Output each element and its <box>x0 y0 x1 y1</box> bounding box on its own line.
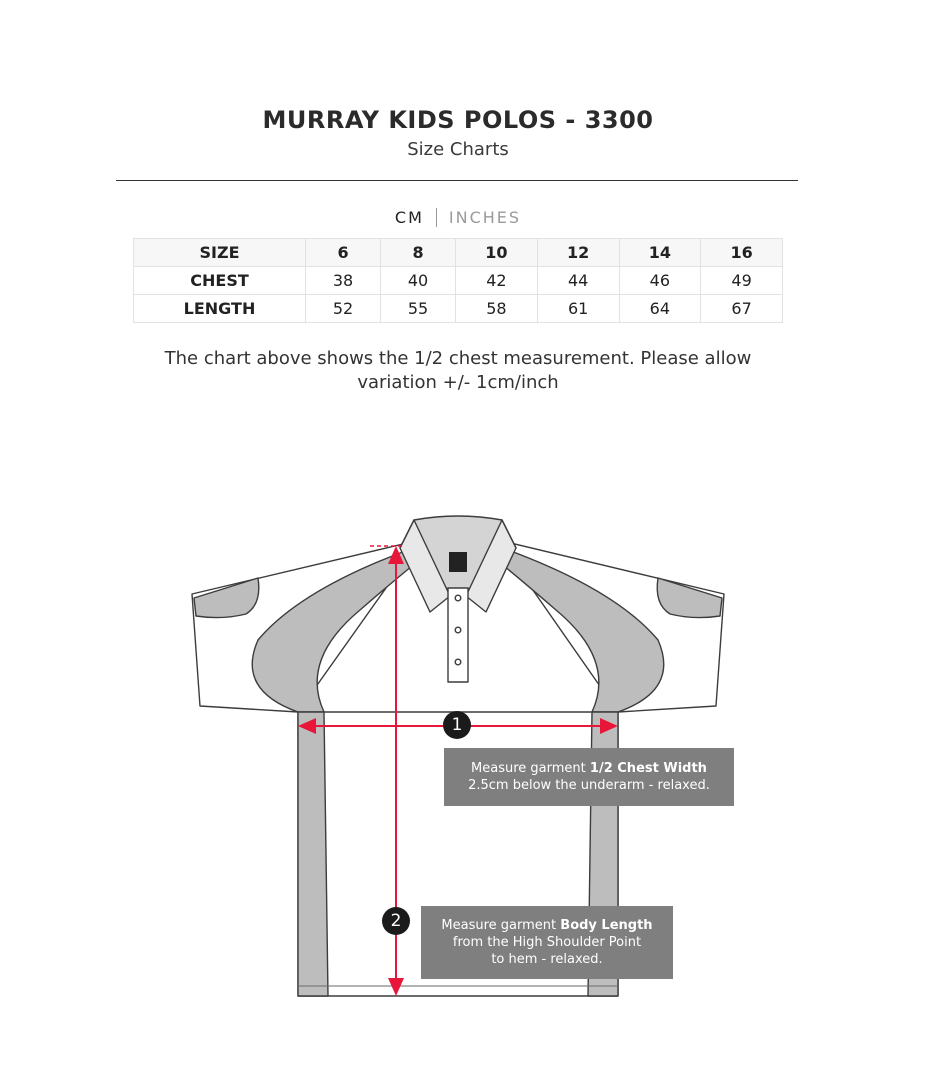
table-cell: 64 <box>619 295 701 323</box>
callout-text: to hem - relaxed. <box>491 952 603 967</box>
unit-cm-tab[interactable]: CM <box>383 208 437 227</box>
button-icon <box>455 595 461 601</box>
chest-width-callout <box>444 748 734 806</box>
step-1-badge: 1 <box>443 711 471 739</box>
table-row-label: CHEST <box>134 267 306 295</box>
table-cell: 49 <box>701 267 783 295</box>
table-cell: 38 <box>306 267 381 295</box>
page-subtitle: Size Charts <box>407 139 509 160</box>
table-header-cell: 16 <box>701 239 783 267</box>
table-header-cell: 6 <box>306 239 381 267</box>
table-cell: 67 <box>701 295 783 323</box>
table-cell: 44 <box>537 267 619 295</box>
collar-label <box>449 552 467 572</box>
button-icon <box>455 627 461 633</box>
table-cell: 42 <box>456 267 538 295</box>
callout-text: 2.5cm below the underarm - relaxed. <box>468 778 710 793</box>
table-header-cell: SIZE <box>134 239 306 267</box>
table-header-cell: 12 <box>537 239 619 267</box>
table-cell: 58 <box>456 295 538 323</box>
table-row-label: LENGTH <box>134 295 306 323</box>
callout-text: Measure garment <box>471 761 590 776</box>
callout-text: Measure garment <box>441 918 561 933</box>
button-icon <box>455 659 461 665</box>
body-length-callout <box>421 906 673 979</box>
table-header-cell: 14 <box>619 239 701 267</box>
callout-bold-text: 1/2 Chest Width <box>589 761 707 776</box>
table-cell: 40 <box>381 267 456 295</box>
unit-inches-tab[interactable]: INCHES <box>448 208 522 227</box>
step-2-badge: 2 <box>382 907 410 935</box>
table-cell: 61 <box>537 295 619 323</box>
polo-placket <box>448 588 468 682</box>
table-cell: 55 <box>381 295 456 323</box>
callout-text: from the High Shoulder Point <box>452 935 642 950</box>
page-title: MURRAY KIDS POLOS - 3300 <box>262 106 654 134</box>
right-sleeve-panel <box>657 578 722 618</box>
table-header-cell: 10 <box>456 239 538 267</box>
measurement-note: The chart above shows the 1/2 chest measurement. Please allow variation +/- 1cm/inch <box>164 348 752 393</box>
table-header-cell: 8 <box>381 239 456 267</box>
table-cell: 46 <box>619 267 701 295</box>
callout-bold-text: Body Length <box>560 918 653 933</box>
left-side-stripe <box>298 712 328 996</box>
table-cell: 52 <box>306 295 381 323</box>
left-sleeve-panel <box>194 578 259 618</box>
